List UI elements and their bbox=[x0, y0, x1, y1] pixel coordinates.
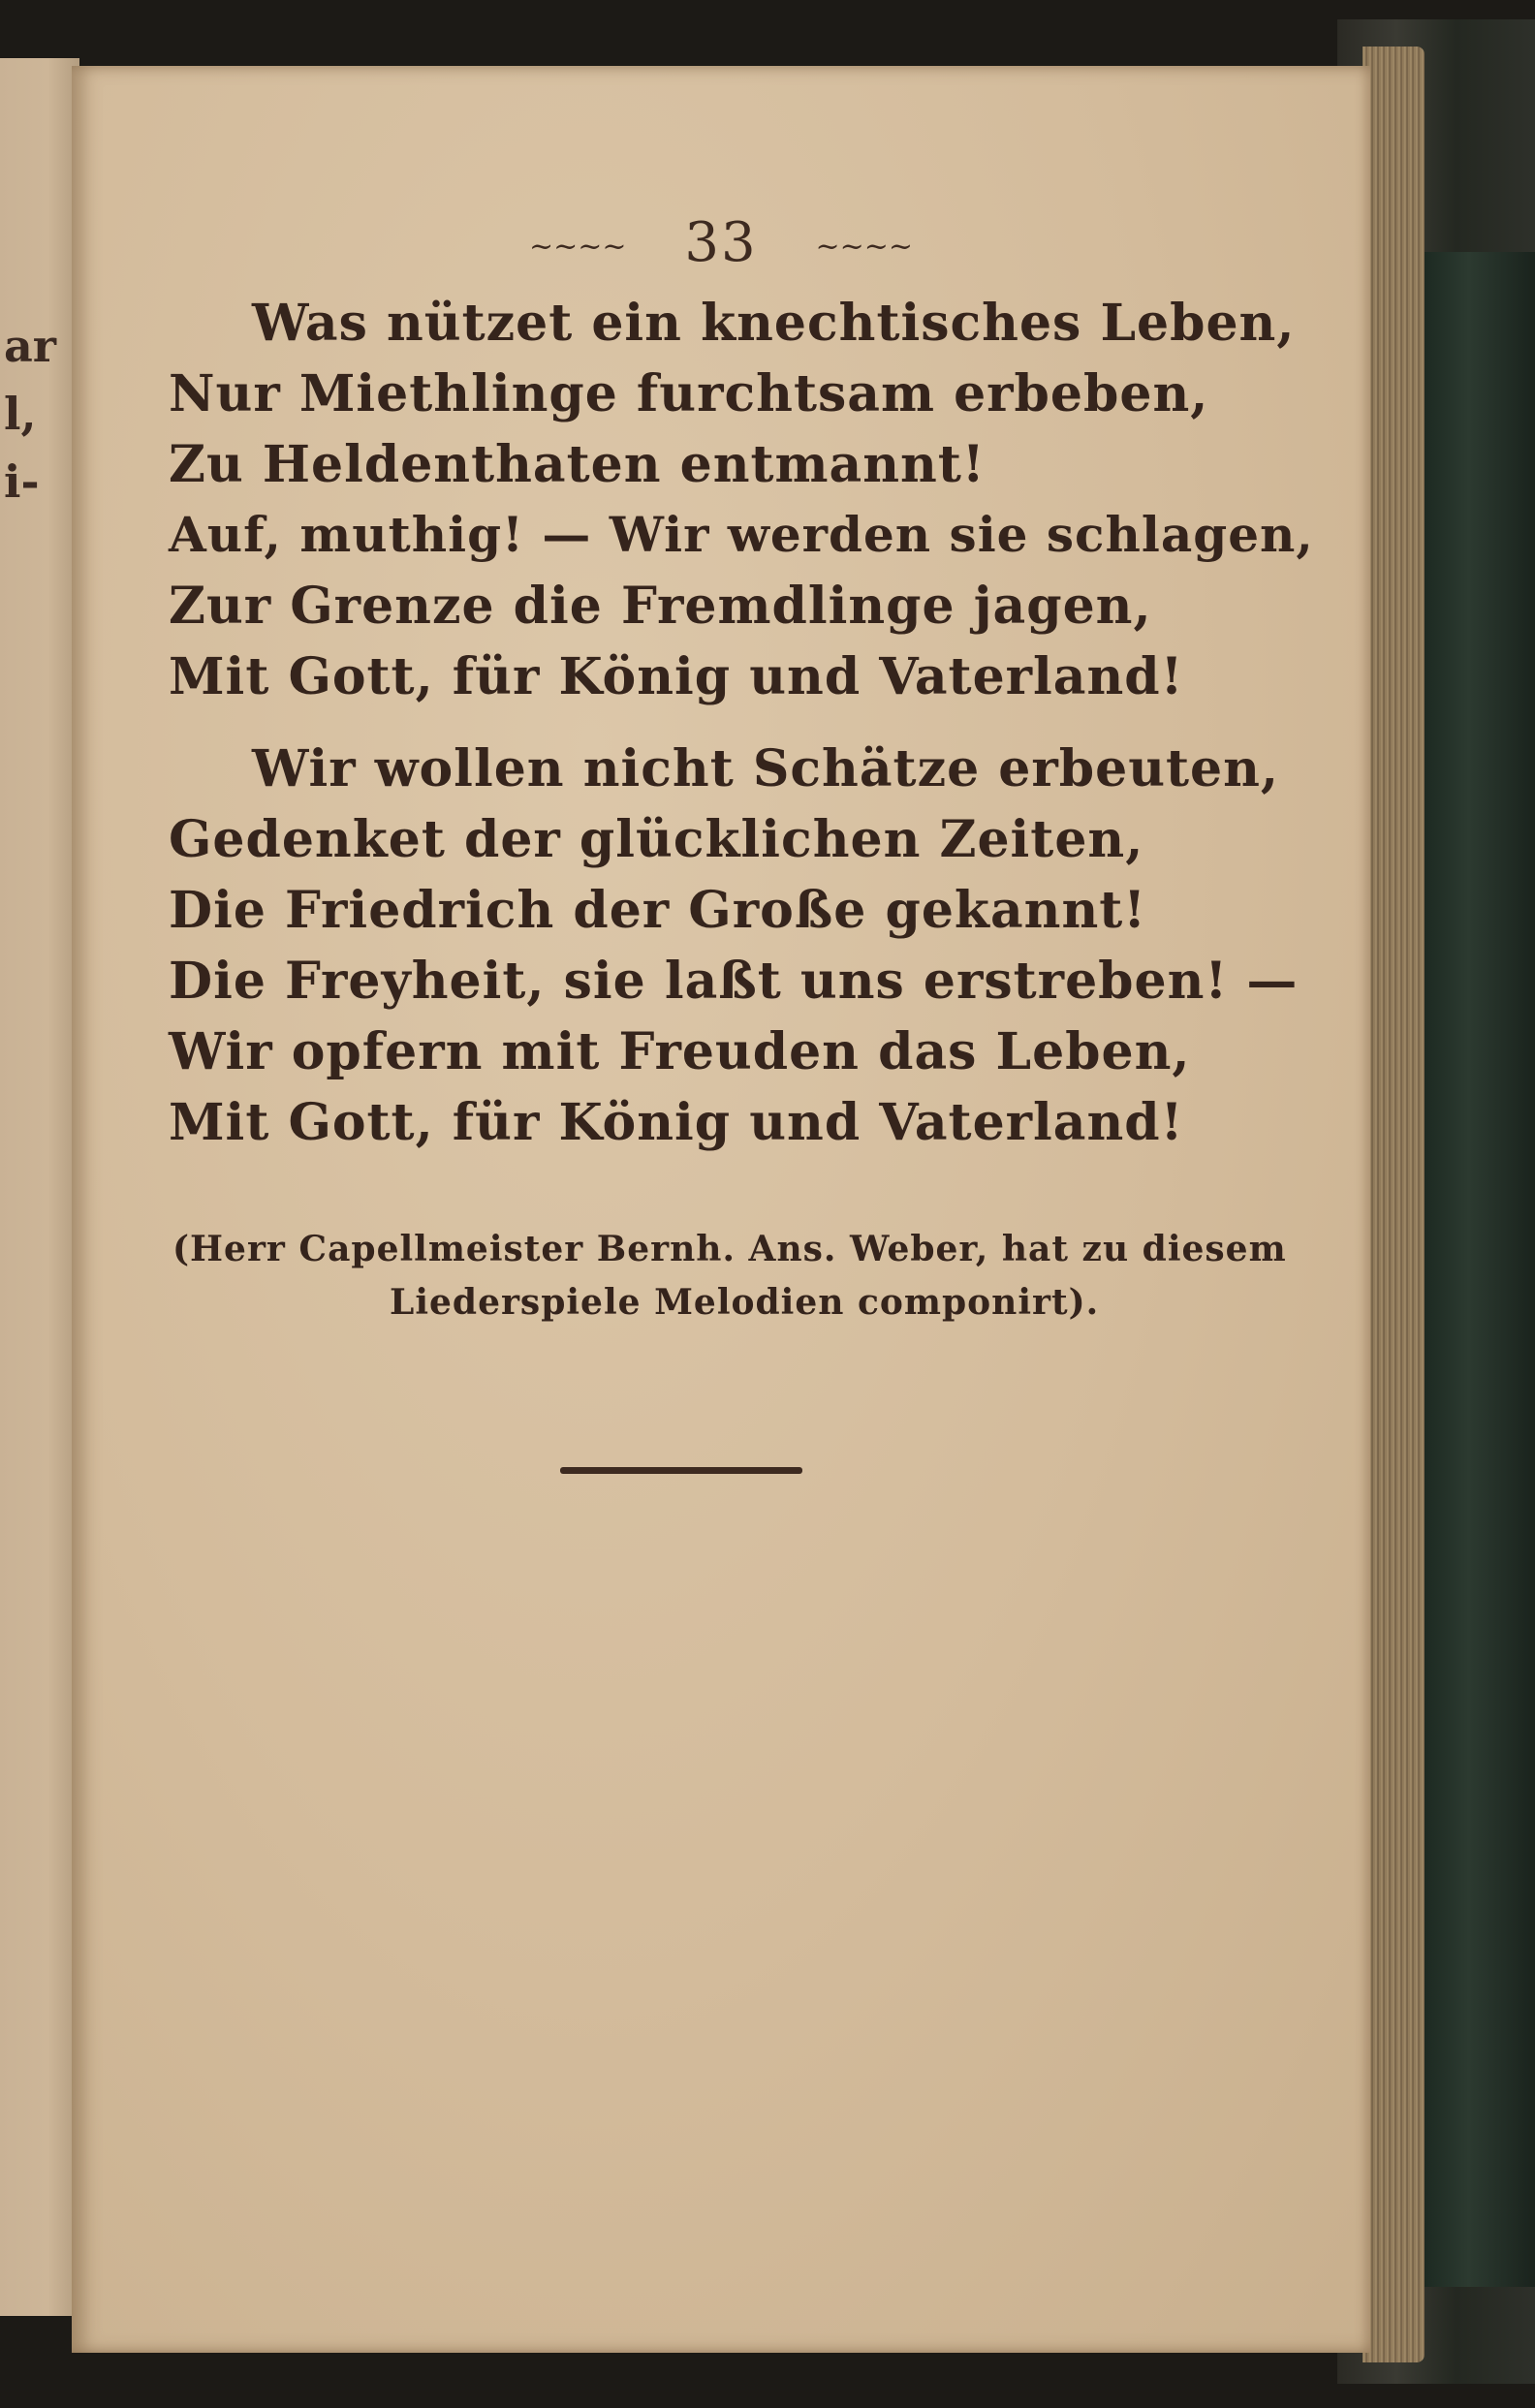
composer-note-line-1: (Herr Capellmeister Bernh. Ans. Weber, hat zu diesem bbox=[172, 1229, 1287, 1269]
closing-rule bbox=[560, 1467, 802, 1474]
verse-line: Wir wollen nicht Schätze erbeuten, bbox=[252, 739, 1280, 798]
verse-line: Auf, muthig! — Wir werden sie schlagen, bbox=[169, 506, 1314, 563]
left-page-fragment: i- bbox=[4, 455, 40, 508]
page-edges bbox=[1363, 47, 1425, 2362]
page-number: 33 bbox=[684, 211, 758, 274]
verse-line: Was nützet ein knechtisches Leben, bbox=[252, 294, 1296, 353]
verse-line: Zur Grenze die Fremdlinge jagen, bbox=[169, 577, 1152, 636]
verse-line: Zu Heldenthaten entmannt! bbox=[169, 435, 986, 494]
left-page-fragment: ar bbox=[4, 320, 57, 372]
verse-line: Nur Miethlinge furchtsam erbeben, bbox=[169, 364, 1209, 423]
left-page-fragment: l, bbox=[4, 388, 37, 440]
verse-line: Mit Gott, für König und Vaterland! bbox=[169, 1093, 1184, 1152]
verse-line: Gedenket der glücklichen Zeiten, bbox=[169, 810, 1144, 869]
verse-line: Mit Gott, für König und Vaterland! bbox=[169, 647, 1184, 706]
book-cover-edge bbox=[1425, 252, 1535, 2287]
composer-note-line-2: Liederspiele Melodien componirt). bbox=[390, 1282, 1100, 1323]
page-header bbox=[72, 211, 1370, 274]
verse-line: Die Freyheit, sie laßt uns erstreben! — bbox=[169, 952, 1299, 1011]
book-page bbox=[72, 66, 1370, 2353]
header-ornament-left: ~~~~ bbox=[529, 230, 627, 264]
header-ornament-right: ~~~~ bbox=[815, 230, 913, 264]
previous-page bbox=[0, 58, 79, 2316]
verse-line: Wir opfern mit Freuden das Leben, bbox=[169, 1022, 1191, 1081]
verse-line: Die Friedrich der Große gekannt! bbox=[169, 881, 1147, 940]
